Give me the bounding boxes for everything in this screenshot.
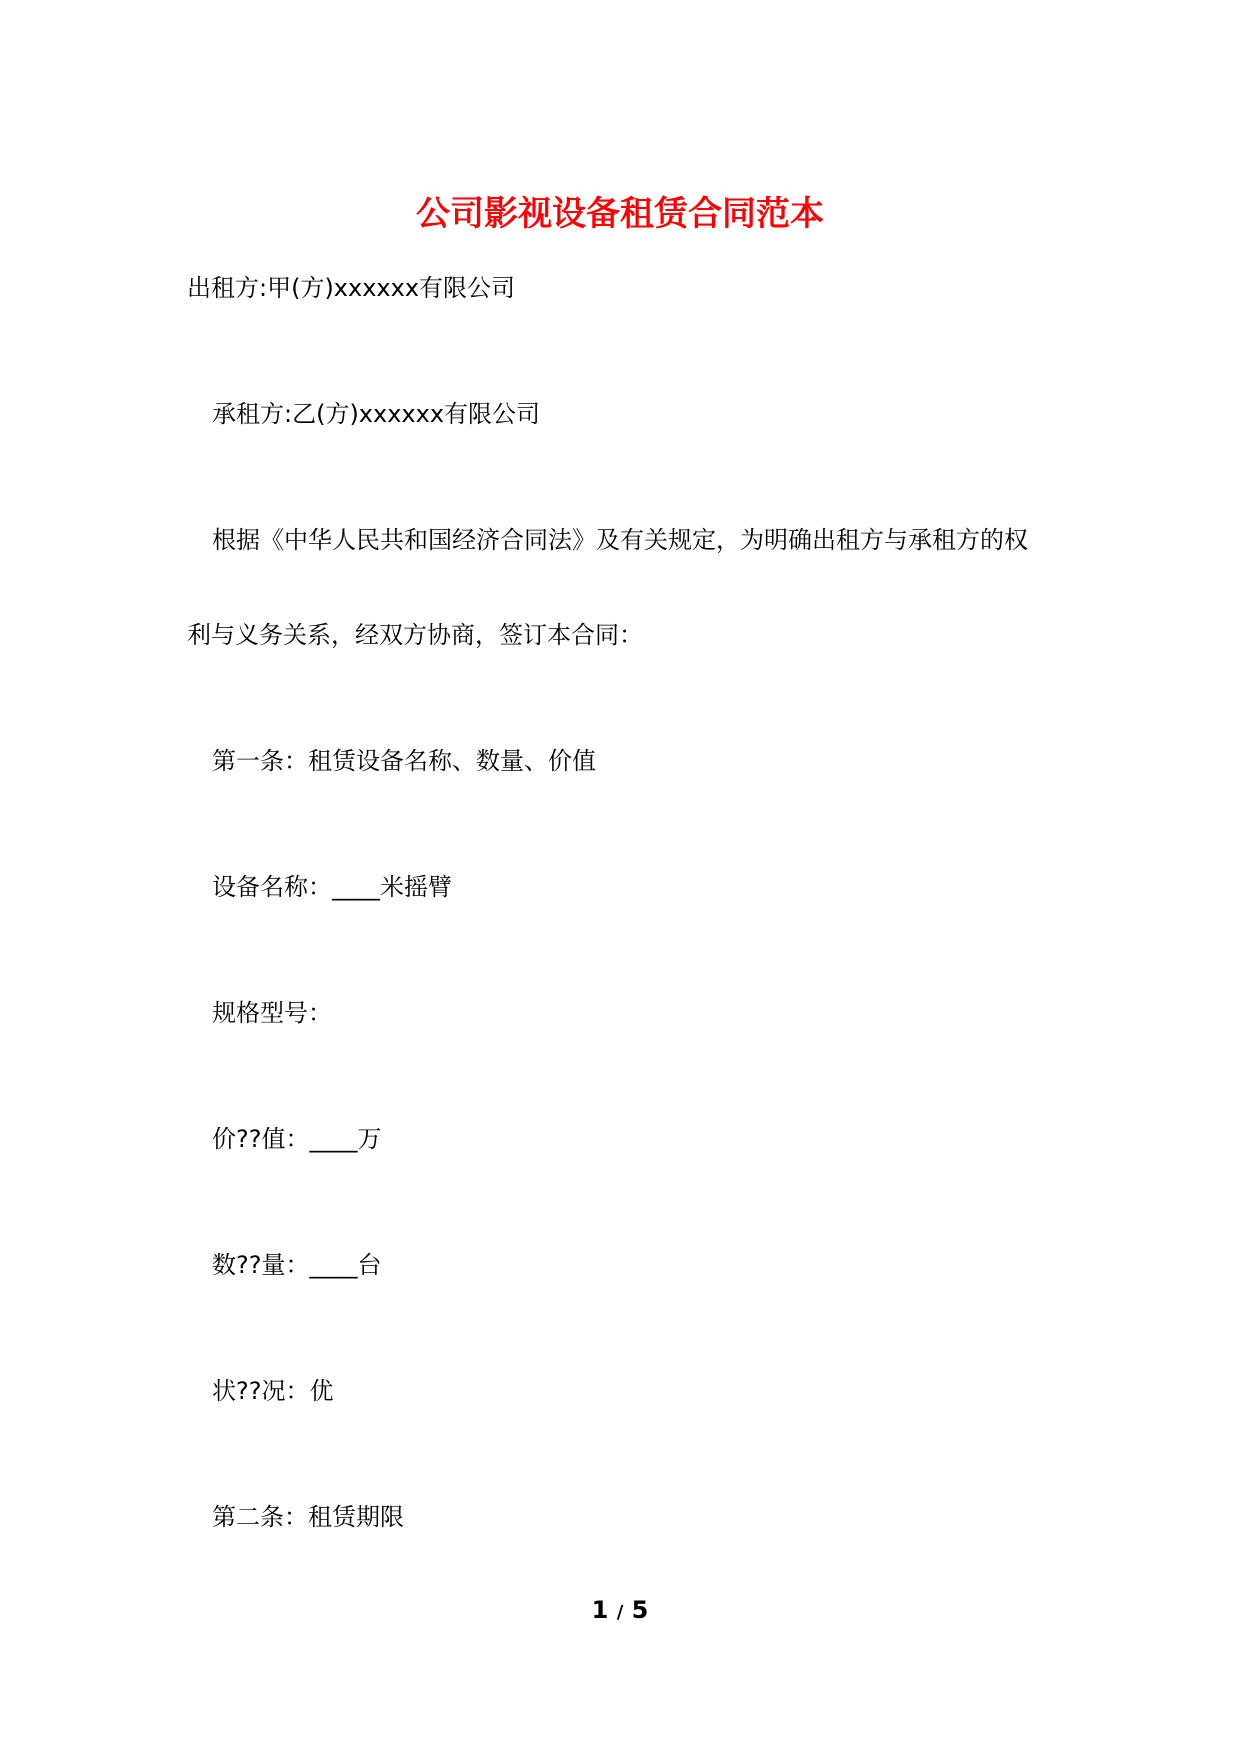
value-line: 价??值：____万 xyxy=(212,1125,382,1153)
lessor-line: 出租方:甲(方)xxxxxx有限公司 xyxy=(187,274,516,302)
quantity-line: 数??量：____台 xyxy=(212,1251,382,1279)
page-separator: / xyxy=(616,1602,624,1623)
total-pages-number: 5 xyxy=(631,1596,649,1624)
lessee-line: 承租方:乙(方)xxxxxx有限公司 xyxy=(212,400,541,428)
preamble-line-1: 根据《中华人民共和国经济合同法》及有关规定，为明确出租方与承租方的权 xyxy=(212,526,1028,554)
article-2-heading: 第二条：租赁期限 xyxy=(212,1503,404,1531)
condition-line: 状??况：优 xyxy=(212,1377,334,1405)
model-spec-line: 规格型号： xyxy=(212,999,332,1027)
equipment-name-line: 设备名称：____米摇臂 xyxy=(212,873,452,901)
current-page-number: 1 xyxy=(591,1596,609,1624)
document-title: 公司影视设备租赁合同范本 xyxy=(416,194,824,234)
article-1-heading: 第一条：租赁设备名称、数量、价值 xyxy=(212,747,596,775)
preamble-line-2: 利与义务关系，经双方协商，签订本合同： xyxy=(187,621,643,649)
page-number xyxy=(0,1594,1240,1629)
